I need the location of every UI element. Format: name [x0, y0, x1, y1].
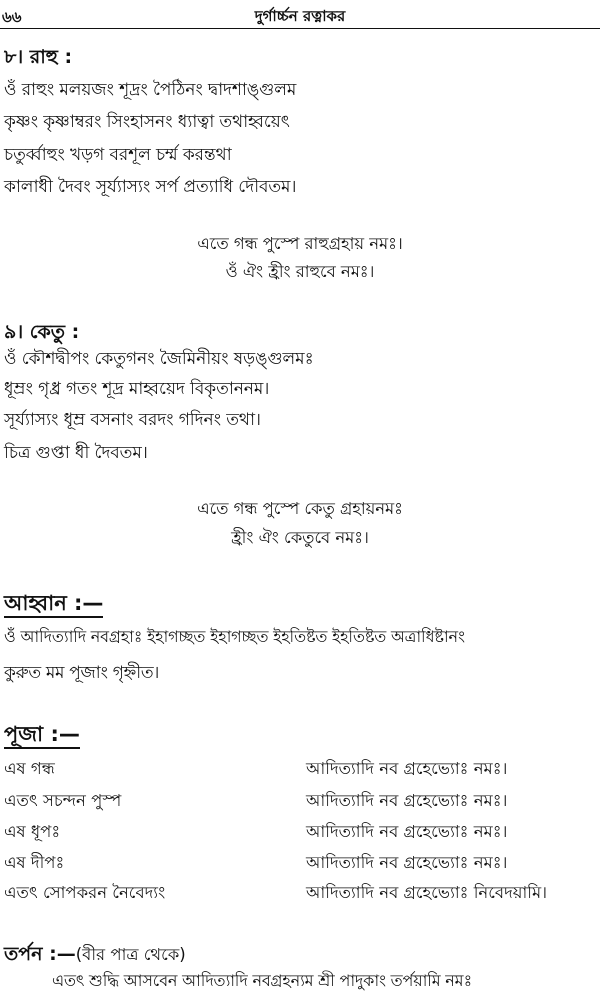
rahu-verse-line: ওঁ রাহুং মলয়জং শূদ্রং পৈঠিনং দ্বাদশাঙ্গুলম [4, 80, 297, 100]
ketu-verse-line: চিত্র গুপ্তা ধী দৈবতম। [4, 443, 148, 463]
puja-item: এতৎ সোপকরন নৈবেদ্যং [4, 883, 166, 902]
rahu-verse-line: চতুর্ব্বাহুং খড়গ বরশূল চর্ম্ম করন্তথা [4, 145, 232, 165]
page-number: ৬৬ [2, 8, 22, 26]
rahu-heading: ৮। রাহু : [4, 46, 73, 68]
ketu-heading: ৯। কেতু : [4, 321, 80, 343]
ketu-offering-line: এতে গন্ধ পুস্পে কেতু গ্রহায়নমঃ [197, 499, 403, 518]
rahu-offering-line: এতে গন্ধ পুস্পে রাহুগ্রহায় নমঃ। [197, 234, 403, 253]
puja-item: এতৎ সচন্দন পুস্প [4, 791, 122, 810]
ahvan-heading [4, 587, 103, 622]
tarpan-line: এতৎ শুদ্ধি আসবেন আদিত্যাদি নবগ্রহন্যম শ্রী পাদুকাং তর্পয়ামি নমঃ [52, 971, 472, 990]
tarpan-note: (বীর পাত্র থেকে) [75, 945, 186, 964]
ketu-verse-line: সূর্য্যাস্যং ধূম্র বসনাং বরদং গদিনং তথা। [4, 410, 261, 430]
ketu-mantra-line: হ্রীং ঐং কেতুবে নমঃ। [231, 528, 369, 547]
puja-item: এষ দীপঃ [4, 853, 65, 872]
puja-heading [4, 718, 80, 753]
puja-mantra: আদিত্যাদি নব গ্রহেভ্যোঃ নমঃ। [306, 791, 508, 810]
puja-mantra: আদিত্যাদি নব গ্রহেভ্যোঃ নিবেদয়ামি। [306, 883, 548, 902]
ahvan-line: ওঁ আদিত্যাদি নবগ্রহাঃ ইহাগচ্ছত ইহাগচ্ছত ইহতিষ্টত ইহতিষ্টত অত্রাধিষ্টানং [4, 627, 465, 646]
puja-mantra: আদিত্যাদি নব গ্রহেভ্যোঃ নমঃ। [306, 759, 508, 778]
ketu-verse-line: ওঁ কৌশদ্বীপং কেতুগনং জৈমিনীয়ং ষড়ঙ্গুলমঃ [4, 349, 314, 369]
puja-mantra: আদিত্যাদি নব গ্রহেভ্যোঃ নমঃ। [306, 853, 508, 872]
puja-mantra: আদিত্যাদি নব গ্রহেভ্যোঃ নমঃ। [306, 822, 508, 841]
ahvan-line: কুরুত মম পূজাং গৃহ্নীত। [4, 663, 160, 683]
rahu-mantra-line: ওঁ ঐং হ্রীং রাহুবে নমঃ। [225, 262, 375, 281]
puja-heading-text: পূজা :— [4, 722, 80, 749]
puja-item: এষ ধূপঃ [4, 822, 61, 841]
ketu-verse-line: ধূম্রং গৃধ্র গতং শূদ্র মাহ্বয়েদ বিকৃতাননম। [4, 379, 270, 399]
rahu-verse-line: কৃষ্ণং কৃষ্ণাম্বরং সিংহাসনং ধ্যাত্বা তথাহ্বয়েৎ [4, 112, 290, 132]
ahvan-heading-text: আহ্বান :— [4, 591, 103, 618]
rahu-verse-line: কালাধী দৈবং সূর্য্যাস্যং সর্প প্রত্যাধি দৌবতম। [4, 177, 297, 197]
header-rule [0, 28, 600, 29]
puja-item: এষ গন্ধ [4, 759, 55, 778]
tarpan-heading-text: তর্পন :— [4, 943, 76, 965]
running-title: দুর্গার্চ্চন রত্নাকর [254, 7, 346, 25]
